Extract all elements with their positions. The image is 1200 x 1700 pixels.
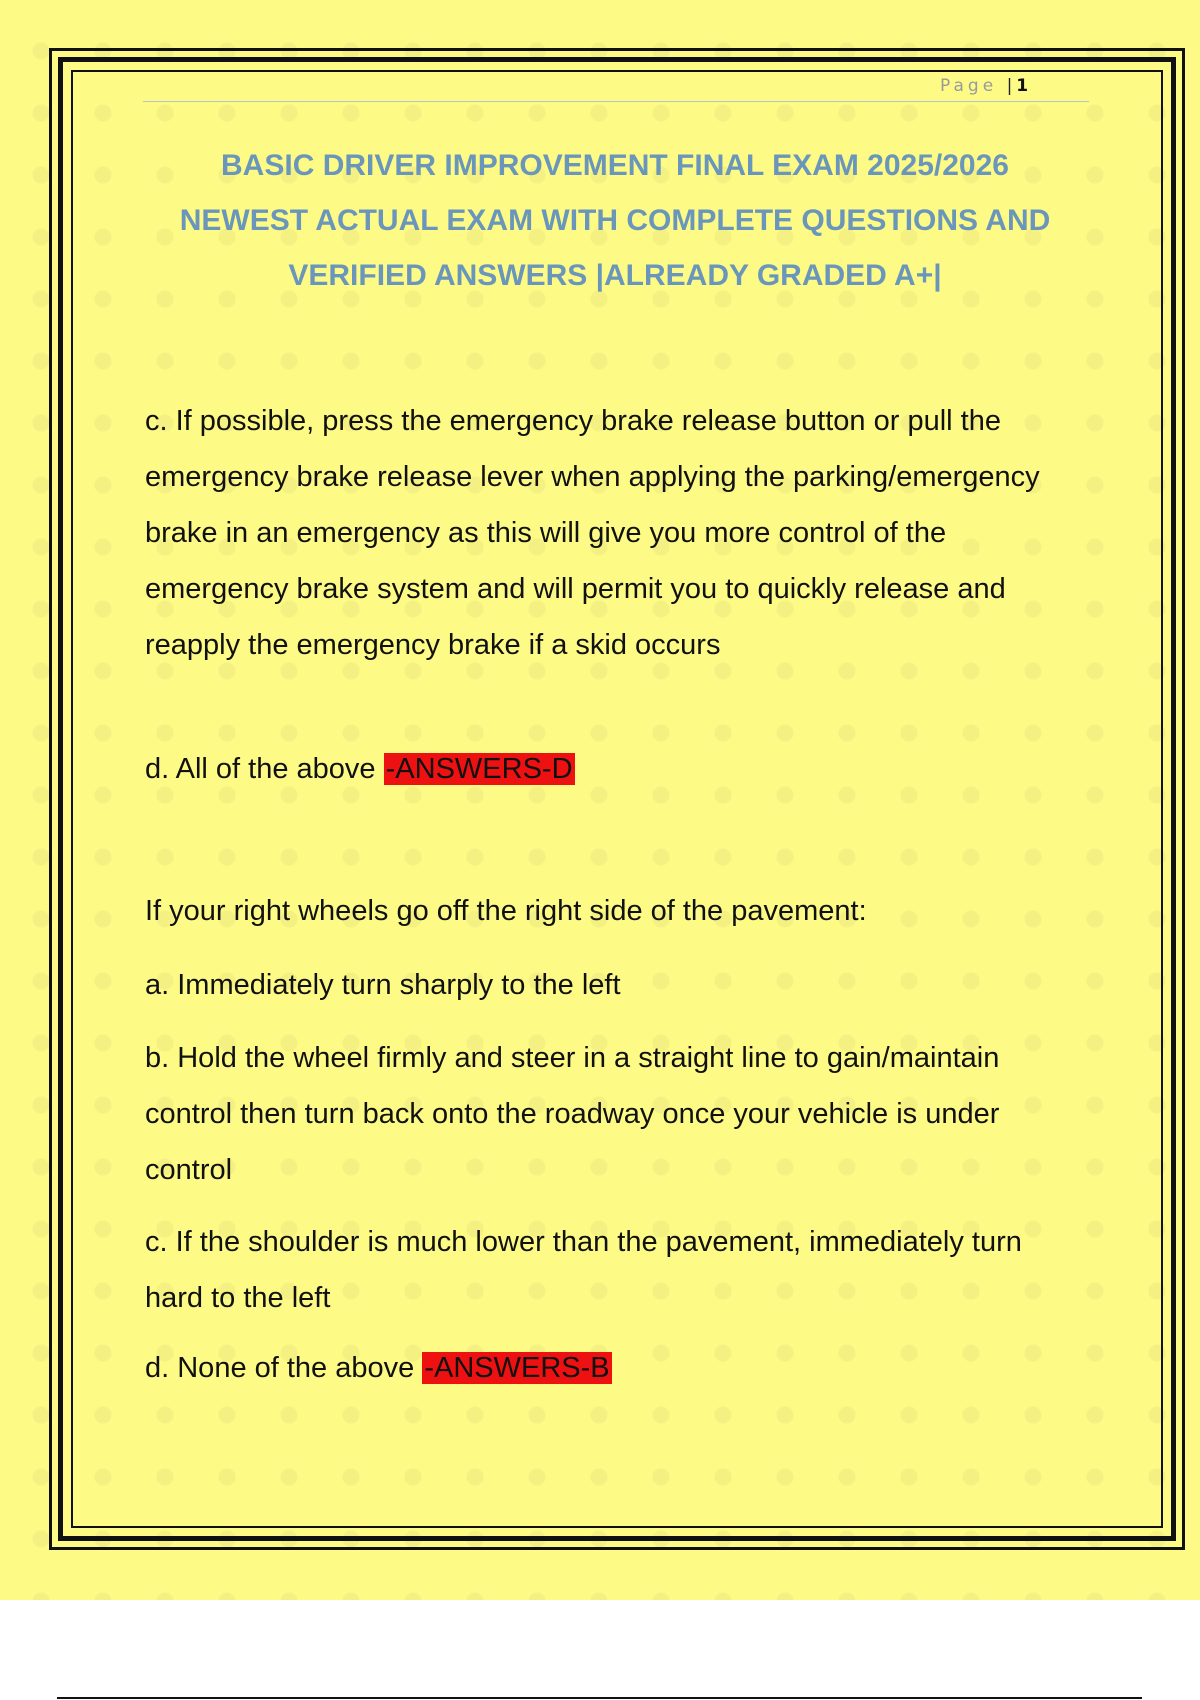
page-number: 1 — [1016, 76, 1029, 96]
question2-option-d-text: d. None of the above — [145, 1352, 423, 1384]
question2-option-a: a. Immediately turn sharply to the left — [145, 969, 621, 1001]
title-line-2: NEWEST ACTUAL EXAM WITH COMPLETE QUESTIONS AND — [179, 204, 1051, 237]
question1-option-c: c. If possible, press the emergency brake release button or pull the emergency brake release lever when applying the parking/emergency brake in an emergency as this will give you more control of the emergency brake system and will permit you to quickly release and reapply the emergency brake if a skid occurs — [145, 405, 1040, 661]
question2-option-d — [145, 1340, 1075, 1396]
question2-prompt: If your right wheels go off the right side of the pavement: — [145, 895, 867, 927]
page-label: Page — [940, 76, 998, 96]
question1-answer-tag: -ANSWERS-D — [385, 753, 573, 785]
document-title — [140, 138, 1090, 303]
title-line-3: VERIFIED ANSWERS |ALREADY GRADED A+| — [288, 259, 942, 292]
question2-answer-tag: -ANSWERS-B — [424, 1352, 610, 1384]
page-separator: | — [1006, 76, 1013, 96]
footer-divider — [57, 1697, 1142, 1699]
page-number-header — [940, 76, 1090, 96]
question1-option-d — [145, 741, 1075, 797]
title-line-1: BASIC DRIVER IMPROVEMENT FINAL EXAM 2025/2026 — [221, 149, 1009, 182]
header-divider — [143, 101, 1089, 102]
question1-option-d-text: d. All of the above — [145, 753, 384, 785]
question2-option-c: c. If the shoulder is much lower than the pavement, immediately turn hard to the left — [145, 1226, 1022, 1314]
question2-option-b: b. Hold the wheel firmly and steer in a straight line to gain/maintain control then turn back onto the roadway once your vehicle is under control — [145, 1042, 1000, 1186]
